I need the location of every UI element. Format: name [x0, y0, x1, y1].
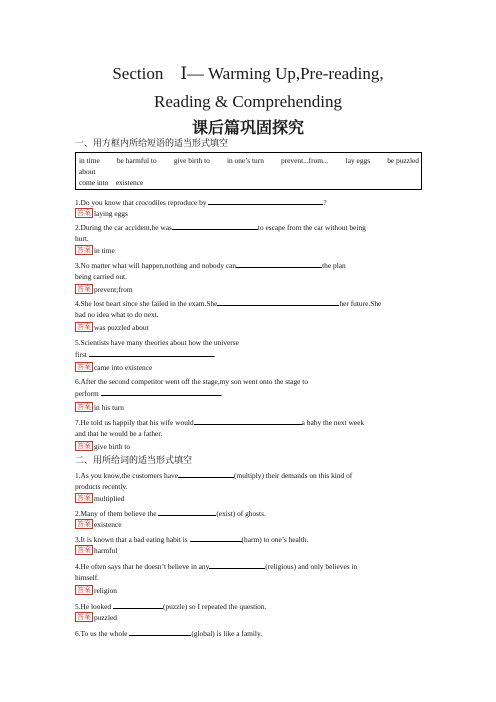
answer-line: 答案 prevent;from — [77, 285, 133, 294]
question-2: 2.During the car accident,he was to escape from the car without being hurt. — [75, 223, 366, 243]
question-8: 1.As you know,the customers have (multiply) their demands on this kind of products recently. — [75, 471, 353, 491]
answer-tag: 答案 — [77, 442, 91, 450]
answer-blank[interactable] — [113, 600, 163, 609]
phrase-row — [79, 155, 419, 166]
phrase: lay eggs — [345, 156, 371, 165]
phrase: be harmful to — [116, 156, 157, 165]
question-10: 3.It is known that a bad eating habit is (harm) to one’s health. — [75, 535, 309, 544]
phrase: be puzzled — [387, 156, 419, 165]
answer-line: 答案 give birth to — [77, 442, 131, 451]
question-5: 5.Scientists have many theories about how the universe first . — [75, 338, 239, 359]
phrase-box — [75, 152, 422, 190]
answer-tag: 答案 — [77, 494, 91, 502]
part1-heading: 一、用方框内所给短语的适当形式填空 — [75, 139, 229, 149]
answer-tag: 答案 — [77, 520, 91, 528]
answer-tag: 答案 — [77, 285, 91, 293]
answer-tag: 答案 — [77, 363, 91, 371]
section-title: Section Ⅰ— Warming Up,Pre-reading, — [112, 64, 384, 83]
question-11: 4.He often says that he doesn’t believe in any (religious) and only believes in himself. — [75, 562, 358, 582]
phrase: give birth to — [173, 156, 210, 165]
answer-line: 答案 existence — [77, 520, 122, 529]
answer-blank[interactable] — [129, 627, 191, 636]
answer-line: 答案 multiplied — [77, 494, 125, 503]
question-6: 6.After the second competitor went off the stage,my son went onto the stage to perform . — [75, 377, 309, 398]
answer-blank[interactable] — [236, 259, 322, 268]
question-13: 6.To us the whole (global) is like a family. — [75, 629, 263, 638]
answer-blank[interactable] — [190, 533, 242, 542]
answer-tag: 答案 — [77, 586, 91, 594]
answer-blank[interactable] — [194, 416, 302, 425]
answer-tag: 答案 — [77, 403, 91, 411]
question-4: 4.She lost heart since she failed in the exam.She her future.She had no idea what to do next. — [75, 299, 382, 319]
question-1: 1.Do you know that crocodiles reproduce by ? — [75, 198, 327, 207]
answer-tag: 答案 — [77, 209, 91, 217]
question-3: 3.No matter what will happen,nothing and nobody can the plan being carried out. — [75, 261, 346, 281]
phrase: about — [79, 167, 96, 176]
answer-tag: 答案 — [77, 613, 91, 621]
answer-tag: 答案 — [77, 323, 91, 331]
answer-blank[interactable] — [172, 221, 258, 230]
answer-line: 答案 religion — [77, 586, 117, 595]
answer-line: 答案 harmful — [77, 546, 118, 555]
answer-line: 答案 in his turn — [77, 403, 124, 412]
answer-line: 答案 in time — [77, 246, 115, 255]
question-9: 2.Many of them believe the (exist) of ghosts. — [75, 509, 266, 518]
answer-tag: 答案 — [77, 246, 91, 254]
section-subtitle: Reading & Comprehending — [154, 92, 342, 111]
answer-blank[interactable] — [217, 297, 339, 306]
answer-blank[interactable] — [178, 469, 234, 478]
answer-line: 答案 laying eggs — [77, 209, 128, 218]
phrase: in one’s turn — [226, 156, 264, 165]
phrase: come into existence — [79, 178, 144, 187]
part2-heading: 二、用所给词的适当形式填空 — [75, 456, 193, 466]
answer-line: 答案 came into existence — [77, 363, 153, 372]
phrase: in time — [79, 156, 100, 165]
answer-tag: 答案 — [77, 546, 91, 554]
page-heading: 课后篇巩固探究 — [191, 118, 304, 137]
answer-blank[interactable] — [158, 507, 216, 516]
question-7: 7.He told us happily that his wife would a baby the next week and that he would be a father. — [75, 418, 365, 438]
question-12: 5.He looked (puzzle) so I repeated the question. — [75, 602, 267, 611]
answer-blank[interactable] — [209, 560, 265, 569]
answer-blank[interactable] — [208, 196, 323, 205]
phrase: prevent...from... — [280, 156, 329, 165]
answer-line: 答案 puzzled — [77, 613, 117, 622]
answer-line: 答案 was puzzled about — [77, 323, 149, 332]
answer-blank[interactable] — [89, 348, 214, 357]
answer-blank[interactable] — [101, 387, 221, 396]
